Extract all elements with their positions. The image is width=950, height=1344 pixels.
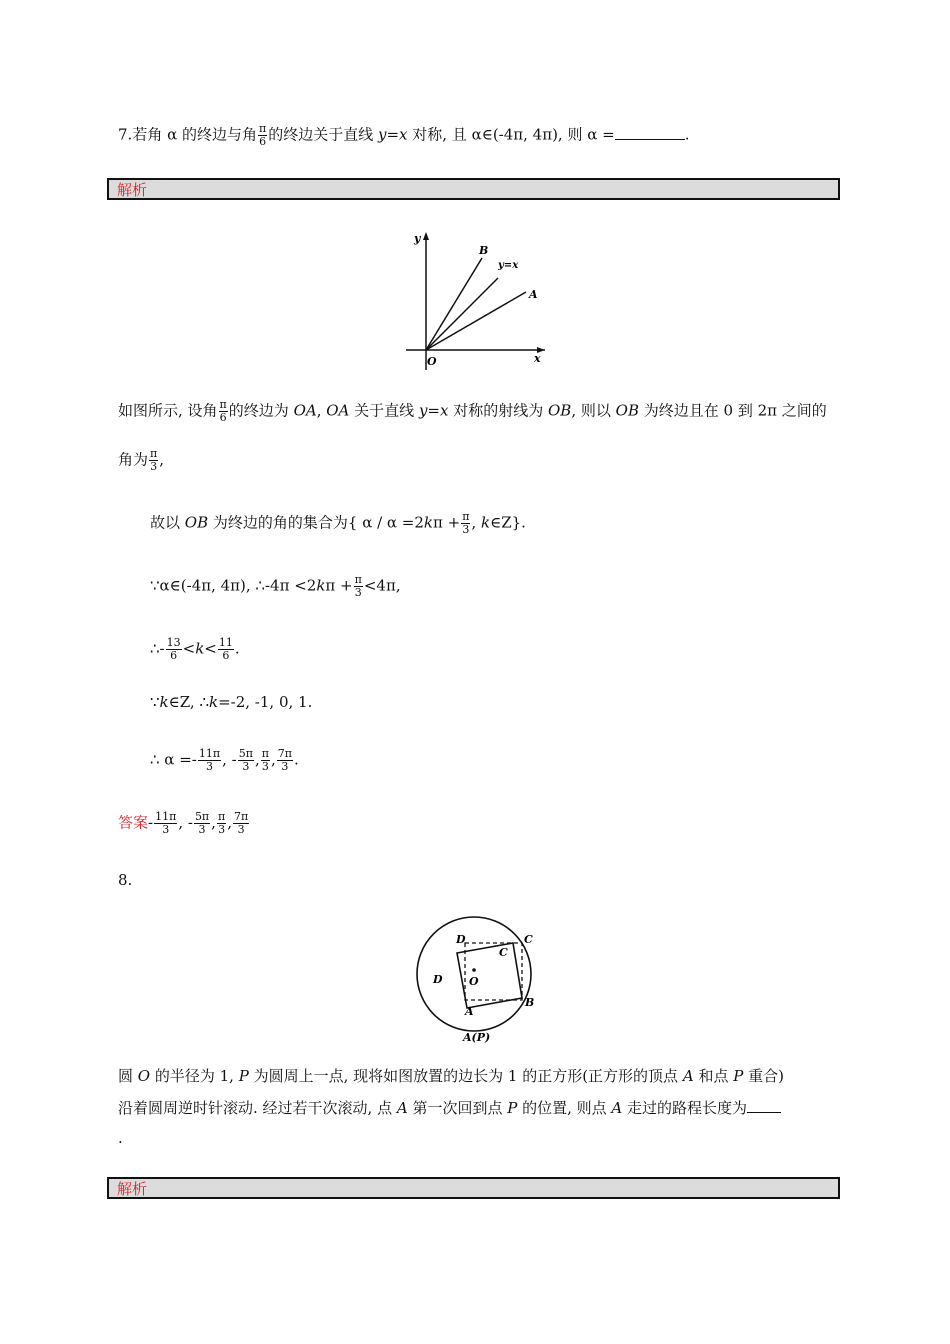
label-y: y bbox=[414, 232, 421, 245]
answer-a: - bbox=[148, 813, 154, 832]
var-p: P bbox=[733, 1067, 744, 1085]
frac-pi-3 bbox=[261, 748, 270, 773]
frac-num: 11 bbox=[218, 636, 233, 649]
frac-num: π bbox=[261, 747, 269, 760]
sol7-s5c: , bbox=[254, 750, 260, 769]
frac-den: 6 bbox=[218, 649, 234, 662]
label-o: O bbox=[469, 975, 479, 988]
frac-num: π bbox=[150, 447, 158, 460]
frac-num: 13 bbox=[166, 636, 181, 649]
frac-den: 3 bbox=[354, 586, 362, 599]
sol7-s5d: . bbox=[293, 750, 299, 769]
q8-line2 bbox=[118, 1098, 781, 1118]
var-p: P bbox=[507, 1099, 518, 1117]
sol7-s5b: , - bbox=[222, 750, 237, 769]
sol7-s1c: π + bbox=[433, 513, 461, 532]
sol7-s4b: ∈Z, ∴ bbox=[168, 693, 209, 711]
var-k: k bbox=[195, 639, 205, 658]
sol7-s1d: , bbox=[471, 513, 481, 532]
pi-over-6 bbox=[258, 123, 267, 148]
sol7-comma: , bbox=[159, 450, 165, 469]
label-b: B bbox=[525, 996, 535, 1009]
label-d2: D bbox=[433, 973, 443, 986]
label-c2: C bbox=[499, 946, 508, 959]
sol7-p2a: 角为 bbox=[118, 450, 149, 469]
ray-ob bbox=[426, 258, 482, 350]
label-c1: C bbox=[524, 933, 533, 946]
sol7-s1e: ∈Z}. bbox=[490, 513, 526, 532]
answer-label: 答案 bbox=[118, 813, 149, 832]
center-dot bbox=[472, 968, 476, 972]
frac-den: 6 bbox=[219, 411, 227, 424]
q8-l1b: 的半径为 1, bbox=[150, 1067, 239, 1085]
q8-l2d: 走过的路程长度为 bbox=[622, 1099, 748, 1117]
frac-num: 11π bbox=[155, 810, 177, 823]
q8-l1d: 和点 bbox=[693, 1067, 734, 1085]
var-a: A bbox=[682, 1067, 694, 1085]
frac-13-6 bbox=[166, 637, 182, 662]
sol7-s4c: =-2, -1, 0, 1. bbox=[218, 693, 313, 711]
sol7-s2c: <4π, bbox=[363, 576, 401, 595]
q8-number bbox=[118, 870, 132, 890]
var-k: k bbox=[481, 513, 491, 532]
frac-5pi-3 bbox=[194, 811, 210, 836]
q7-number: 7. bbox=[118, 125, 133, 144]
pi-over-3 bbox=[461, 511, 470, 536]
angle-figure bbox=[400, 228, 550, 374]
label-x: x bbox=[534, 352, 541, 365]
q8-l2b: 第一次回到点 bbox=[407, 1099, 508, 1117]
var-yx: y=x bbox=[418, 401, 449, 420]
var-k: k bbox=[316, 576, 326, 595]
frac-11pi-3 bbox=[154, 811, 177, 836]
frac-5pi-3 bbox=[238, 748, 254, 773]
label-a: A bbox=[529, 288, 538, 301]
var-ob: OB bbox=[548, 401, 572, 420]
frac-den: 3 bbox=[154, 823, 177, 836]
q8-l1c: 为圆周上一点, 现将如图放置的边长为 1 的正方形(正方形的顶点 bbox=[248, 1067, 683, 1085]
frac-den: 6 bbox=[166, 649, 182, 662]
var-ob: OB bbox=[184, 513, 209, 532]
label-a: A bbox=[465, 1005, 474, 1018]
frac-den: 3 bbox=[150, 460, 158, 473]
sol7-s4a: ∵ bbox=[150, 693, 160, 711]
frac-num: π bbox=[354, 573, 362, 586]
sol7-s3d: . bbox=[234, 639, 240, 658]
q8-line1 bbox=[118, 1066, 784, 1086]
var-o: O bbox=[137, 1067, 151, 1085]
sol7-p1f: , 则以 bbox=[571, 401, 616, 420]
sol7-line1 bbox=[118, 399, 827, 424]
var-oa: OA bbox=[293, 401, 317, 420]
frac-den: 3 bbox=[261, 760, 269, 773]
var-a: A bbox=[611, 1099, 623, 1117]
y-axis-arrow bbox=[423, 232, 429, 240]
frac-den: 3 bbox=[462, 523, 470, 536]
answer-c: , bbox=[211, 813, 216, 832]
label-ap: A(P) bbox=[463, 1031, 491, 1044]
frac-den: 3 bbox=[277, 760, 293, 773]
sol7-p1e: 对称的射线为 bbox=[448, 401, 548, 420]
answer-blank bbox=[615, 125, 685, 140]
var-ob: OB bbox=[615, 401, 639, 420]
var-p: P bbox=[238, 1067, 249, 1085]
sol7-p1a: 如图所示, 设角 bbox=[118, 401, 218, 420]
label-b: B bbox=[479, 244, 489, 257]
sol7-p1c: , bbox=[316, 401, 327, 420]
var-a: A bbox=[396, 1099, 408, 1117]
frac-num: 7π bbox=[277, 747, 292, 760]
sol7-line5 bbox=[150, 637, 240, 662]
q7-t1: 若角 α 的终边与角 bbox=[132, 125, 257, 144]
frac-den: 3 bbox=[194, 823, 210, 836]
frac-num: 5π bbox=[194, 810, 210, 823]
answer-d: , bbox=[227, 813, 232, 832]
sol7-p1d: 关于直线 bbox=[349, 401, 419, 420]
sol7-s3a: ∴- bbox=[150, 639, 165, 658]
frac-7pi-3 bbox=[277, 748, 293, 773]
frac-7pi-3 bbox=[233, 811, 249, 836]
var-oa: OA bbox=[326, 401, 350, 420]
q8-l3: . bbox=[118, 1129, 123, 1147]
rolled-square bbox=[457, 943, 522, 1008]
q8-l1a: 圆 bbox=[118, 1067, 138, 1085]
frac-num: 7π bbox=[233, 810, 249, 823]
sol7-line3 bbox=[150, 511, 526, 536]
q8-line3 bbox=[118, 1128, 123, 1148]
analysis-bar-1 bbox=[107, 178, 840, 200]
sol7-s5c: , bbox=[270, 750, 276, 769]
sol7-s3c: < bbox=[204, 639, 217, 658]
analysis-label: 解析 bbox=[117, 181, 148, 199]
frac-den: 3 bbox=[238, 760, 254, 773]
sol7-s1b: 为终边的角的集合为{ α / α =2 bbox=[208, 513, 424, 532]
frac-den: 3 bbox=[198, 760, 221, 773]
answer-b: , - bbox=[178, 813, 193, 832]
answer-blank-8 bbox=[747, 1098, 781, 1113]
pi-over-6 bbox=[219, 399, 228, 424]
q7-t2: 的终边关于直线 bbox=[268, 125, 378, 144]
sol7-p1b: 的终边为 bbox=[228, 401, 294, 420]
pi-over-3 bbox=[354, 574, 363, 599]
sol7-s2b: π + bbox=[325, 576, 353, 595]
analysis-label: 解析 bbox=[117, 1180, 148, 1198]
circle-square-figure bbox=[410, 912, 544, 1048]
sol7-s1a: 故以 bbox=[150, 513, 185, 532]
answer-line bbox=[118, 811, 250, 836]
sol7-s2a: ∵α∈(-4π, 4π), ∴-4π <2 bbox=[150, 576, 317, 595]
frac-num: π bbox=[258, 122, 267, 135]
frac-num: π bbox=[462, 510, 470, 523]
sol7-s3b: < bbox=[182, 639, 196, 658]
label-line: y=x bbox=[498, 260, 519, 271]
frac-num: 11π bbox=[198, 747, 221, 760]
q7-text bbox=[118, 123, 690, 148]
sol7-line2 bbox=[118, 448, 164, 473]
q8-l2a: 沿着圆周逆时针滚动. 经过若干次滚动, 点 bbox=[118, 1099, 397, 1117]
frac-pi-3 bbox=[217, 811, 226, 836]
var-k: k bbox=[159, 693, 169, 711]
sol7-line7 bbox=[150, 748, 299, 773]
frac-num: π bbox=[217, 810, 226, 823]
q8-number-text: 8. bbox=[118, 871, 133, 889]
var-k: k bbox=[423, 513, 434, 532]
q7-t3: 对称, 且 α∈(-4π, 4π), 则 α = bbox=[407, 125, 615, 144]
frac-num: π bbox=[219, 398, 227, 411]
analysis-bar-2 bbox=[107, 1177, 840, 1199]
frac-den: 6 bbox=[259, 135, 267, 148]
label-d1: D bbox=[456, 933, 466, 946]
sol7-line4 bbox=[150, 574, 401, 599]
frac-den: 3 bbox=[233, 823, 249, 836]
q7-t4: . bbox=[684, 125, 690, 144]
pi-over-3 bbox=[149, 448, 158, 473]
frac-num: 5π bbox=[238, 747, 253, 760]
q7-yx: y=x bbox=[378, 125, 408, 144]
frac-11pi-3 bbox=[198, 748, 221, 773]
frac-den: 3 bbox=[218, 823, 226, 836]
frac-11-6 bbox=[218, 637, 234, 662]
q8-l1e: 重合) bbox=[743, 1067, 784, 1085]
label-o: O bbox=[427, 355, 437, 368]
sol7-s5a: ∴ α =- bbox=[150, 750, 197, 769]
q8-l2c: 的位置, 则点 bbox=[517, 1099, 612, 1117]
sol7-p1g: 为终边且在 0 到 2π 之间的 bbox=[638, 401, 827, 420]
var-k: k bbox=[208, 693, 219, 711]
sol7-line6 bbox=[150, 692, 312, 712]
